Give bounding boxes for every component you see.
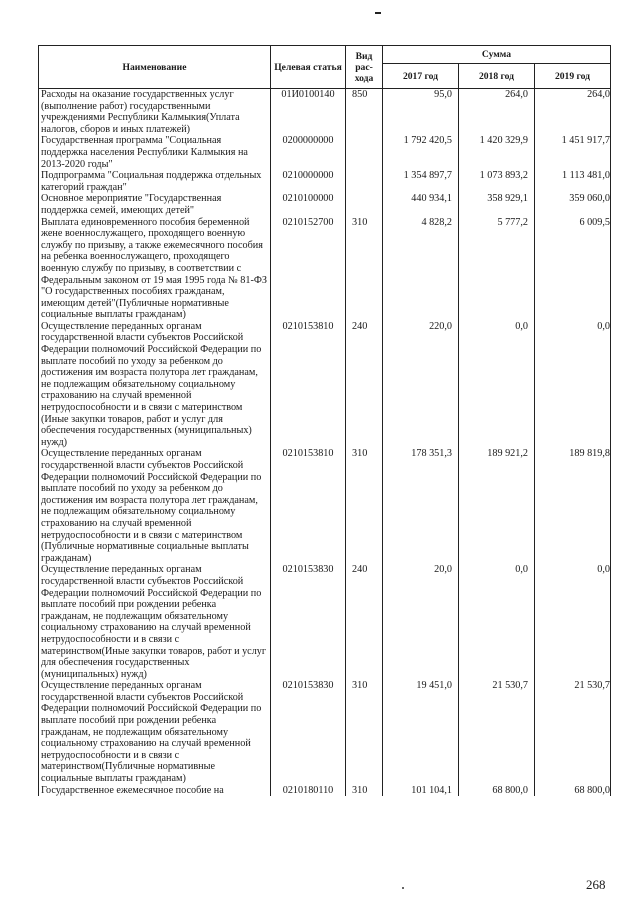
- row-target-article: 0210153810: [271, 321, 346, 449]
- row-sum-2018: 1 420 329,9: [459, 135, 535, 170]
- row-sum-2018: 0,0: [459, 321, 535, 449]
- row-expense-type: 240: [346, 321, 383, 449]
- table-row: [39, 193, 611, 216]
- row-target-article: 0210153810: [271, 448, 346, 564]
- row-sum-2017: 1 354 897,7: [383, 170, 459, 193]
- table-row: [39, 448, 611, 564]
- budget-table: [38, 45, 611, 796]
- row-target-article: 0200000000: [271, 135, 346, 170]
- row-name: Осуществление переданных органам государственной власти субъектов Российской Федерации полномочий Российской Федерации по выплате пособий по уходу за ребенком до достижения им возраста полутора лет гражданам, не подлежащим обязательному социальному страхованию на случай временной нетрудоспособности и в связи с материнством (Публичные нормативные социальные выплаты гражданам): [39, 448, 271, 564]
- row-sum-2019: 1 113 481,0: [535, 170, 611, 193]
- row-name: Государственная программа "Социальная поддержка населения Республики Калмыкия на 2013-2020 годы": [39, 135, 271, 170]
- row-sum-2019: 68 800,0: [535, 785, 611, 797]
- row-target-article: 0210180110: [271, 785, 346, 797]
- row-sum-2019: 0,0: [535, 564, 611, 680]
- table-row: [39, 785, 611, 797]
- row-sum-2019: 21 530,7: [535, 680, 611, 784]
- top-dash-mark: [375, 12, 381, 14]
- row-expense-type: 240: [346, 564, 383, 680]
- row-name: Подпрограмма "Социальная поддержка отдельных категорий граждан": [39, 170, 271, 193]
- row-name: Расходы на оказание государственных услуг (выполнение работ) государственными учреждениями Республики Калмыкия(Уплата налогов, сборов и иных платежей): [39, 89, 271, 136]
- row-target-article: 01И0100140: [271, 89, 346, 136]
- table-row: [39, 321, 611, 449]
- row-sum-2019: 1 451 917,7: [535, 135, 611, 170]
- row-name: Основное мероприятие "Государственная поддержка семей, имеющих детей": [39, 193, 271, 216]
- header-sum: Сумма: [383, 46, 611, 64]
- header-target-article: Целевая статья: [271, 46, 346, 89]
- row-sum-2019: 189 819,8: [535, 448, 611, 564]
- header-2018: 2018 год: [459, 64, 535, 89]
- row-target-article: 0210000000: [271, 170, 346, 193]
- row-sum-2017: 178 351,3: [383, 448, 459, 564]
- scan-dot: [402, 887, 404, 889]
- row-name: Выплата единовременного пособия беременной жене военнослужащего, проходящего военную службу по призыву, а также ежемесячного пособия на ребенка военнослужащего, проходящего военную службу по призыву, в соответствии с Федеральным законом от 19 мая 1995 года № 81-ФЗ "О государственных пособиях гражданам, имеющим детей"(Публичные нормативные социальные выплаты гражданам): [39, 217, 271, 321]
- row-sum-2018: 189 921,2: [459, 448, 535, 564]
- row-sum-2017: 95,0: [383, 89, 459, 136]
- row-sum-2017: 1 792 420,5: [383, 135, 459, 170]
- row-target-article: 0210153830: [271, 680, 346, 784]
- row-name: Государственное ежемесячное пособие на: [39, 785, 271, 797]
- table-row: [39, 170, 611, 193]
- row-sum-2017: 20,0: [383, 564, 459, 680]
- row-sum-2017: 220,0: [383, 321, 459, 449]
- row-target-article: 0210100000: [271, 193, 346, 216]
- row-target-article: 0210152700: [271, 217, 346, 321]
- row-sum-2019: 0,0: [535, 321, 611, 449]
- row-sum-2019: 6 009,5: [535, 217, 611, 321]
- row-name: Осуществление переданных органам государственной власти субъектов Российской Федерации полномочий Российской Федерации по выплате пособий при рождении ребенка гражданам, не подлежащим обязательному социальному страхованию на случай временной нетрудоспособности и в связи с материнством(Иные закупки товаров, работ и услуг для обеспечения государственных (муниципальных) нужд): [39, 564, 271, 680]
- row-target-article: 0210153830: [271, 564, 346, 680]
- row-expense-type: 310: [346, 448, 383, 564]
- header-2019: 2019 год: [535, 64, 611, 89]
- header-expense-type: Вид рас-хода: [346, 46, 383, 89]
- header-2017: 2017 год: [383, 64, 459, 89]
- table-row: [39, 217, 611, 321]
- row-sum-2017: 101 104,1: [383, 785, 459, 797]
- row-sum-2018: 5 777,2: [459, 217, 535, 321]
- row-sum-2019: 359 060,0: [535, 193, 611, 216]
- table-row: [39, 89, 611, 136]
- row-sum-2018: 21 530,7: [459, 680, 535, 784]
- page-number: 268: [586, 877, 606, 892]
- table-row: [39, 680, 611, 784]
- table-row: [39, 135, 611, 170]
- row-expense-type: [346, 170, 383, 193]
- row-expense-type: 310: [346, 217, 383, 321]
- row-sum-2019: 264,0: [535, 89, 611, 136]
- row-sum-2018: 358 929,1: [459, 193, 535, 216]
- row-expense-type: [346, 193, 383, 216]
- row-name: Осуществление переданных органам государственной власти субъектов Российской Федерации полномочий Российской Федерации по выплате пособий по уходу за ребенком до достижения им возраста полутора лет гражданам, не подлежащим обязательному социальному страхованию на случай временной нетрудоспособности и в связи с материнством (Иные закупки товаров, работ и услуг для обеспечения государственных (муниципальных) нужд): [39, 321, 271, 449]
- row-sum-2018: 68 800,0: [459, 785, 535, 797]
- table-row: [39, 564, 611, 680]
- row-expense-type: 310: [346, 785, 383, 797]
- row-expense-type: [346, 135, 383, 170]
- row-sum-2017: 440 934,1: [383, 193, 459, 216]
- row-sum-2018: 0,0: [459, 564, 535, 680]
- row-sum-2017: 4 828,2: [383, 217, 459, 321]
- row-sum-2017: 19 451,0: [383, 680, 459, 784]
- row-expense-type: 850: [346, 89, 383, 136]
- row-sum-2018: 264,0: [459, 89, 535, 136]
- row-expense-type: 310: [346, 680, 383, 784]
- row-sum-2018: 1 073 893,2: [459, 170, 535, 193]
- row-name: Осуществление переданных органам государственной власти субъектов Российской Федерации полномочий Российской Федерации по выплате пособий при рождении ребенка гражданам, не подлежащим обязательному социальному страхованию на случай временной нетрудоспособности и в связи с материнством(Публичные нормативные социальные выплаты гражданам): [39, 680, 271, 784]
- header-name: Наименование: [39, 46, 271, 89]
